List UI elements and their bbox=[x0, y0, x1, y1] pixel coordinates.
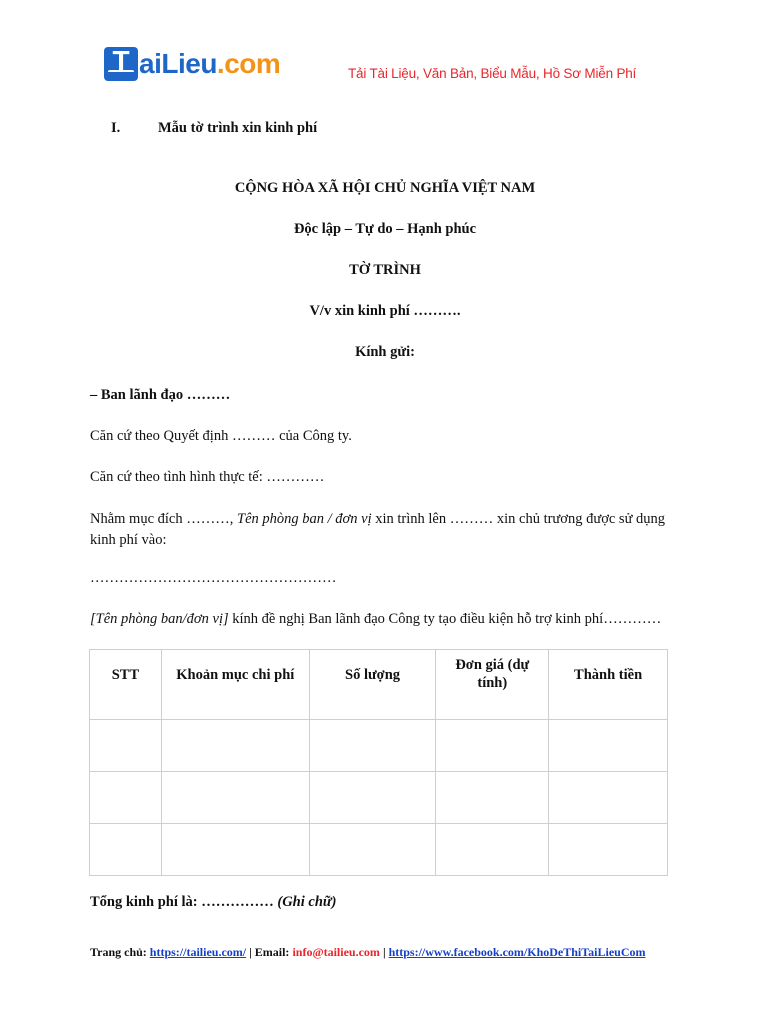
total-cost-line: Tổng kinh phí là: …………… (Ghi chữ) bbox=[90, 894, 337, 910]
header-stt: STT bbox=[90, 650, 162, 720]
header-amount: Thành tiền bbox=[549, 650, 668, 720]
logo-wordmark: aiLieu.com bbox=[139, 48, 281, 79]
header-unit-price: Đơn giá (dự tính) bbox=[436, 650, 549, 720]
section-number: I. bbox=[111, 120, 121, 136]
basis-situation: Căn cứ theo tình hình thực tế: ………… bbox=[90, 469, 325, 485]
document-type: TỜ TRÌNH bbox=[349, 262, 421, 278]
section-title: Mẫu tờ trình xin kinh phí bbox=[158, 120, 318, 136]
request-paragraph: [Tên phòng ban/đơn vị] kính đề nghị Ban lãnh đạo Công ty tạo điều kiện hỗ trợ kinh phí………… bbox=[90, 611, 662, 627]
cost-table bbox=[89, 649, 668, 876]
purpose-paragraph: Nhằm mục đích ………, Tên phòng ban / đơn vị xin trình lên ……… xin chủ trương được sử dụng kinh phí vào: bbox=[90, 511, 666, 548]
page-footer: Trang chủ: https://tailieu.com/ | Email: info@tailieu.com | https://www.facebook.com/KhoDeThiTaiLieuCom bbox=[90, 945, 646, 959]
email-link[interactable]: info@tailieu.com bbox=[292, 945, 380, 959]
table-row bbox=[90, 824, 668, 876]
addressee-label: Kính gửi: bbox=[355, 344, 415, 360]
site-logo[interactable] bbox=[104, 44, 280, 84]
header-item: Khoản mục chi phí bbox=[161, 650, 309, 720]
site-tagline: Tải Tài Liệu, Văn Bản, Biểu Mẫu, Hồ Sơ Miễn Phí bbox=[348, 66, 637, 81]
basis-decision: Căn cứ theo Quyết định ……… của Công ty. bbox=[90, 428, 352, 444]
table-row bbox=[90, 772, 668, 824]
document-subject: V/v xin kinh phí ………. bbox=[309, 303, 461, 319]
dotted-line: …………………………………………… bbox=[90, 570, 337, 586]
header-quantity: Số lượng bbox=[309, 650, 436, 720]
logo-letter: T bbox=[112, 45, 130, 76]
nation-title: CỘNG HÒA XÃ HỘI CHỦ NGHĨA VIỆT NAM bbox=[234, 180, 536, 196]
table-row bbox=[90, 720, 668, 772]
home-link[interactable]: https://tailieu.com/ bbox=[149, 945, 247, 959]
table-header-row bbox=[90, 650, 668, 720]
logo-book-icon bbox=[104, 47, 138, 81]
national-motto: Độc lập – Tự do – Hạnh phúc bbox=[293, 221, 477, 237]
recipient-line: – Ban lãnh đạo ……… bbox=[90, 387, 231, 403]
facebook-link[interactable]: https://www.facebook.com/KhoDeThiTaiLieuCom bbox=[388, 945, 646, 959]
